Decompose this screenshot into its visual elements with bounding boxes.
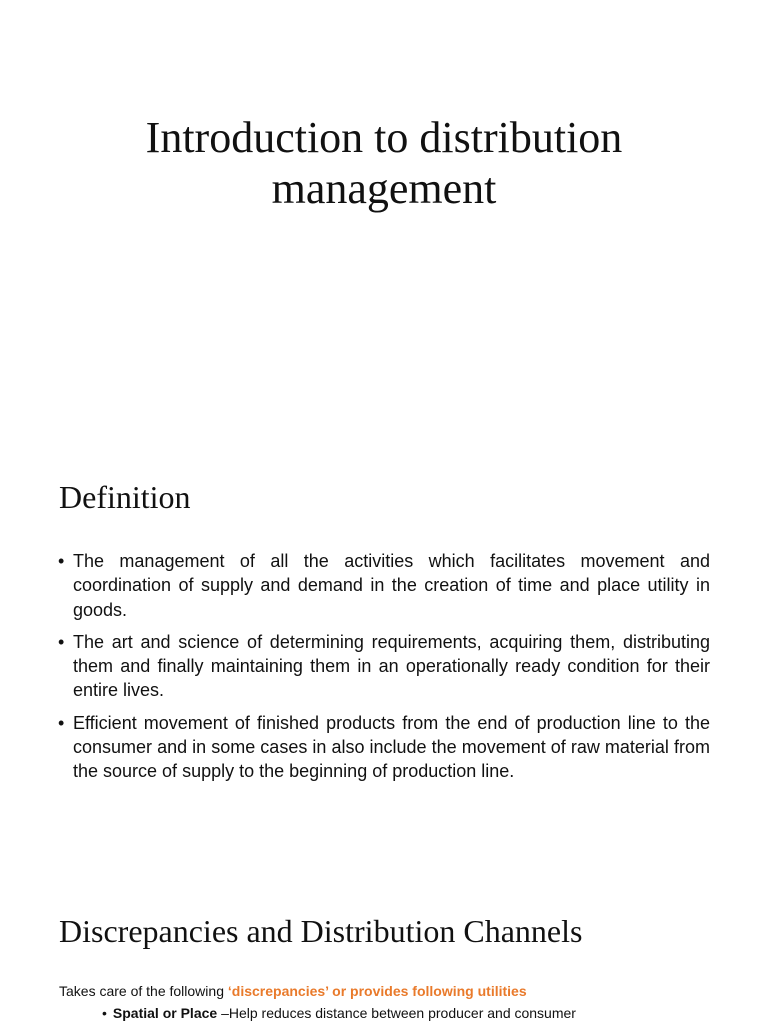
list-item: [58, 549, 710, 622]
discrepancies-heading: Discrepancies and Distribution Channels: [59, 913, 583, 949]
sub-bullet-text: –Help reduces distance between producer and consumer: [217, 1005, 576, 1021]
slide-discrepancies: [0, 850, 768, 1024]
bullet-icon: •: [58, 712, 65, 733]
bullet-icon: •: [58, 631, 65, 652]
definition-heading: Definition: [59, 479, 191, 515]
list-item-text: The art and science of determining requirements, acquiring them, distributing them and finally maintaining them in an operationally ready condition for their entire lives.: [73, 631, 710, 701]
bullet-icon: •: [102, 1005, 107, 1021]
intro-highlight: ‘discrepancies’ or provides following utilities: [227, 983, 527, 999]
definition-list: [58, 549, 710, 792]
slide-definition: [0, 400, 768, 850]
intro-text: Takes care of the following: [59, 983, 228, 999]
sub-bullet-term: Spatial or Place: [112, 1005, 218, 1021]
list-item-text: Efficient movement of finished products from the end of production line to the consumer and in some cases in also include the movement of raw material from the source of supply to the beginning of production line.: [73, 712, 710, 782]
bullet-icon: •: [58, 551, 65, 571]
page-title: Introduction to distribution management: [145, 113, 623, 213]
slide-title: [0, 0, 768, 400]
intro-line: [59, 982, 527, 1000]
list-item: [102, 1004, 576, 1022]
list-item: [58, 711, 710, 784]
list-item: [58, 630, 710, 703]
list-item-text: The management of all the activities which facilitates movement and coordination of supply and demand in the creation of time and place utility in goods.: [73, 551, 710, 620]
